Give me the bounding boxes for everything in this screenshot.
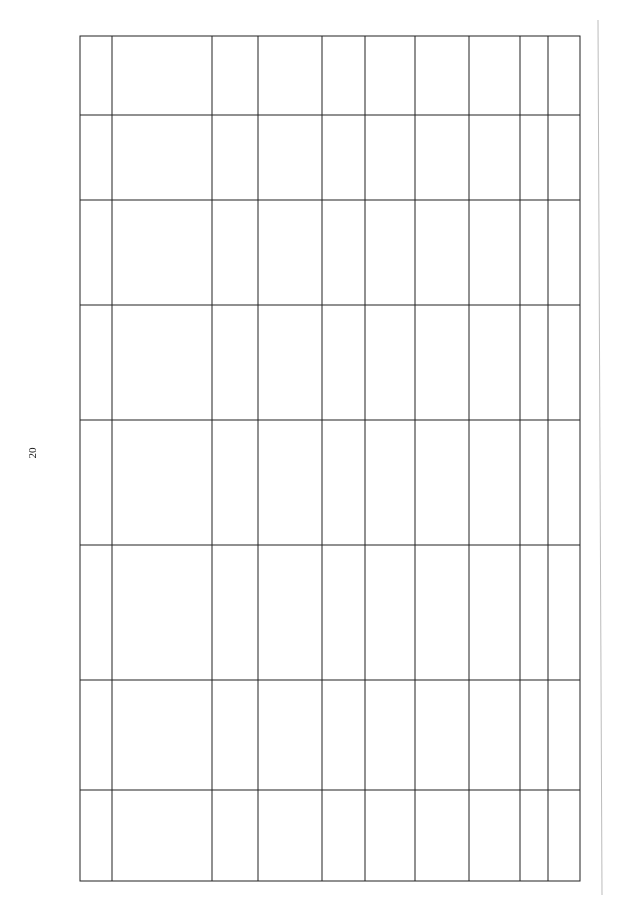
- page-number: 20: [27, 447, 39, 459]
